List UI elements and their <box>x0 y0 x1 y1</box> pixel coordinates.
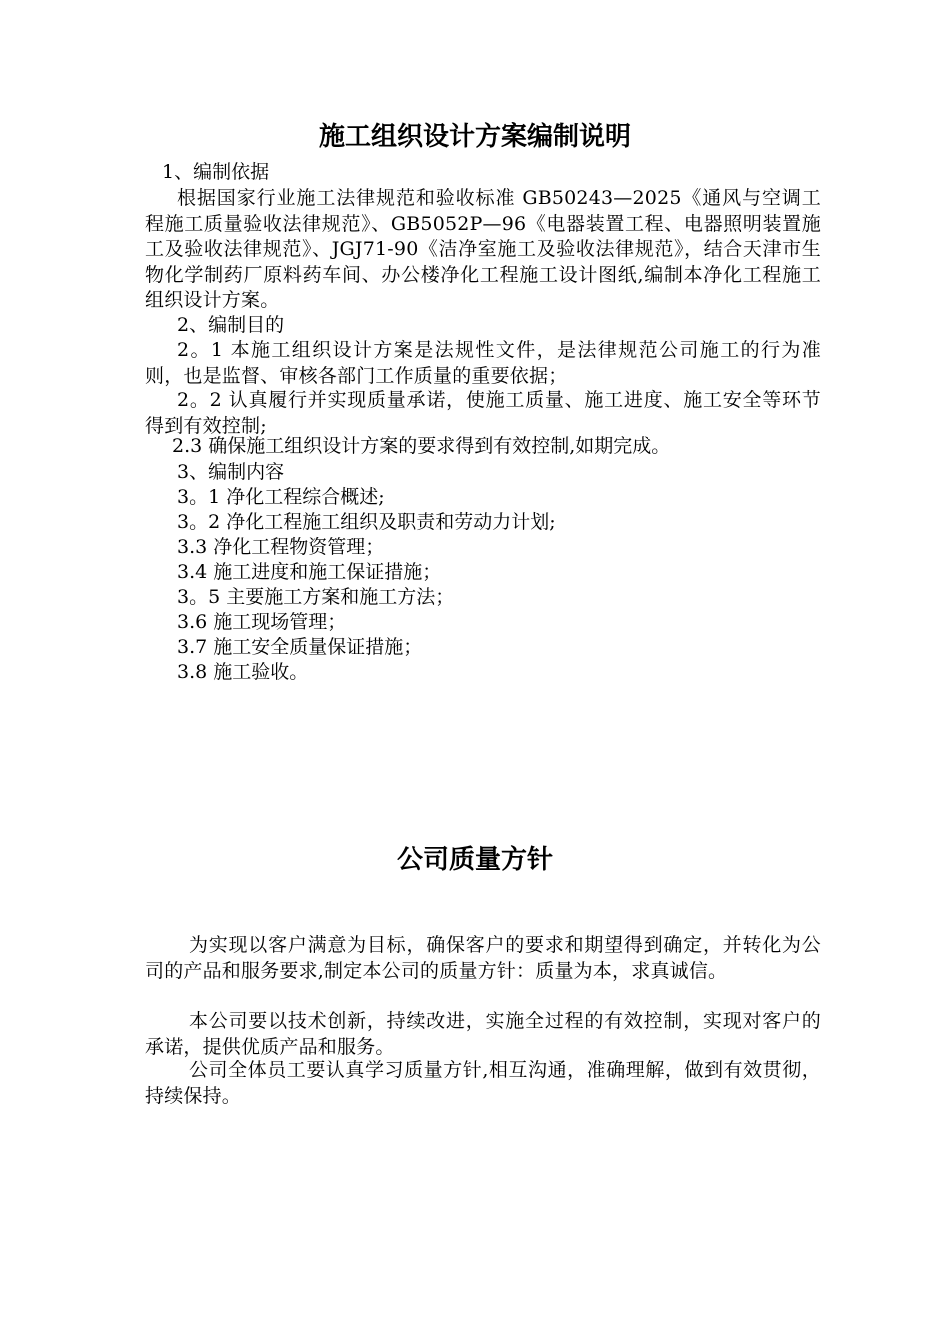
content-item: 3.7 施工安全质量保证措施； <box>177 636 423 658</box>
heading-compilation-purpose: 2、编制目的 <box>177 314 285 336</box>
content-item: 3.6 施工现场管理； <box>177 611 347 633</box>
paragraph-purpose-2-3: 2.3 确保施工组织设计方案的要求得到有效控制,如期完成。 <box>172 435 671 457</box>
heading-compilation-content: 3、编制内容 <box>177 461 285 483</box>
paragraph-purpose-2-2: 2。2 认真履行并实现质量承诺，使施工质量、施工进度、施工安全等环节得到有效控制; <box>145 389 821 437</box>
document-title: 施工组织设计方案编制说明 <box>318 122 631 152</box>
content-item: 3.4 施工进度和施工保证措施； <box>177 561 442 583</box>
quality-policy-paragraph: 为实现以客户满意为目标，确保客户的要求和期望得到确定，并转化为公司的产品和服务要求,制定本公司的质量方针：质量为本，求真诚信。 <box>145 934 821 982</box>
heading-compilation-basis: 1、编制依据 <box>162 161 270 183</box>
content-item: 3。2 净化工程施工组织及职责和劳动力计划; <box>177 511 556 533</box>
paragraph-purpose-2-1: 2。1 本施工组织设计方案是法规性文件，是法律规范公司施工的行为准则，也是监督、审核各部门工作质量的重要依据； <box>145 339 821 387</box>
content-item: 3。5 主要施工方案和施工方法； <box>177 586 455 608</box>
quality-policy-paragraph: 本公司要以技术创新，持续改进，实施全过程的有效控制，实现对客户的承诺，提供优质产品和服务。 <box>145 1010 821 1058</box>
paragraph-compilation-basis: 根据国家行业施工法律规范和验收标准 GB50243—2025《通风与空调工程施工质量验收法律规范》、GB5052P—96《电器装置工程、电器照明装置施工及验收法律规范》、JGJ71-90《洁净室施工及验收法律规范》，结合天津市生物化学制药厂原料药车间、办公楼净化工程施工设计图纸,编制本净化工程施工组织设计方案。 <box>145 187 821 311</box>
quality-policy-paragraph: 公司全体员工要认真学习质量方针,相互沟通，准确理解，做到有效贯彻，持续保持。 <box>145 1059 821 1107</box>
content-item: 3.3 净化工程物资管理； <box>177 536 385 558</box>
content-item: 3.8 施工验收。 <box>177 661 309 683</box>
content-item: 3。1 净化工程综合概述; <box>177 486 385 508</box>
quality-policy-title: 公司质量方针 <box>396 845 553 875</box>
